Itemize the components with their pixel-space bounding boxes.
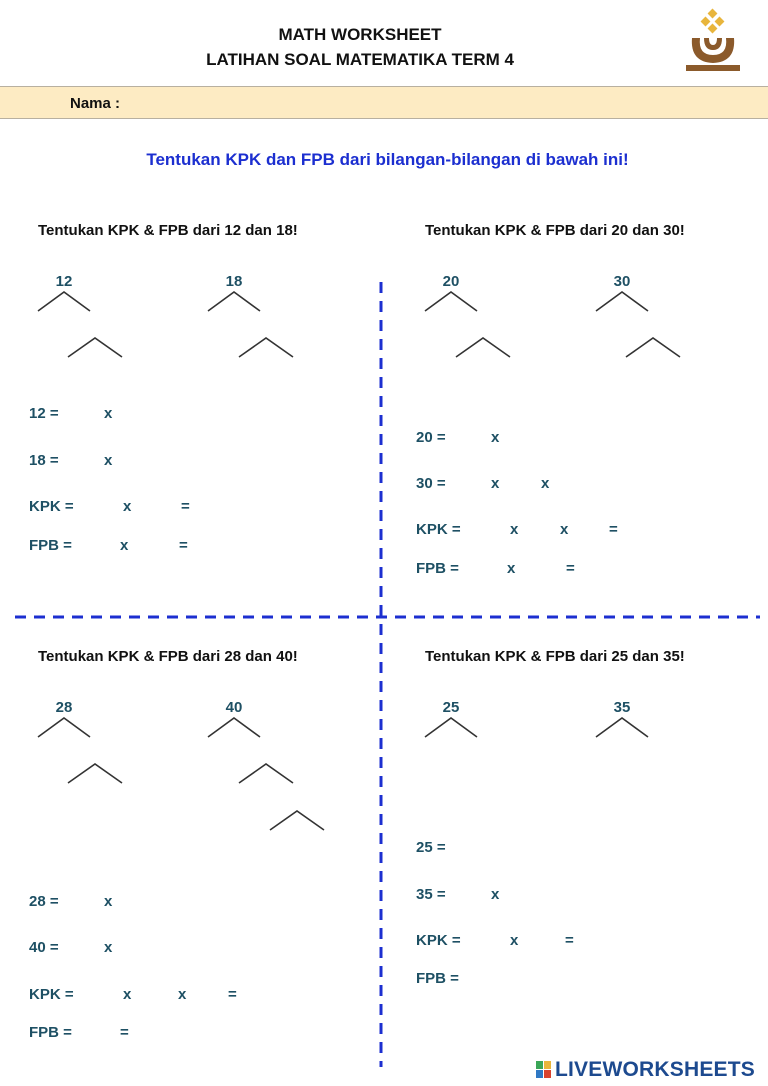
line-label: 40 = bbox=[29, 939, 59, 956]
question-title: Tentukan KPK & FPB dari 20 dan 30! bbox=[425, 222, 685, 239]
line-label: 35 = bbox=[416, 886, 446, 903]
tree-branch-icon bbox=[424, 289, 486, 313]
horizontal-divider bbox=[15, 614, 760, 620]
operator: = bbox=[228, 986, 237, 1003]
line-label: 18 = bbox=[29, 452, 59, 469]
line-label: 28 = bbox=[29, 893, 59, 910]
line-label: 25 = bbox=[416, 839, 446, 856]
operator: = bbox=[120, 1024, 129, 1041]
factor-tree bbox=[37, 273, 99, 321]
tree-root-number: 40 bbox=[225, 699, 243, 716]
tree-branch-icon bbox=[424, 715, 486, 739]
question-title: Tentukan KPK & FPB dari 12 dan 18! bbox=[38, 222, 298, 239]
name-label: Nama : bbox=[70, 95, 121, 112]
name-bar bbox=[0, 86, 768, 119]
fpb-label: FPB = bbox=[29, 537, 72, 554]
worksheet-title: MATH WORKSHEET bbox=[278, 25, 442, 44]
line-label: 20 = bbox=[416, 429, 446, 446]
factor-tree bbox=[595, 699, 657, 747]
tree-root-number: 20 bbox=[442, 273, 460, 290]
operator: x bbox=[104, 939, 113, 956]
line-label: 30 = bbox=[416, 475, 446, 492]
tree-root-number: 18 bbox=[225, 273, 243, 290]
tree-branch-icon bbox=[238, 761, 296, 785]
tree-branch-icon bbox=[595, 289, 657, 313]
fpb-label: FPB = bbox=[416, 970, 459, 987]
operator: = bbox=[609, 521, 618, 538]
tree-root-number: 28 bbox=[55, 699, 73, 716]
tree-branch-icon bbox=[595, 715, 657, 739]
tree-branch-icon bbox=[207, 715, 269, 739]
tree-branch-icon bbox=[37, 289, 99, 313]
operator: = bbox=[181, 498, 190, 515]
tree-branch-icon bbox=[269, 808, 327, 832]
factor-tree bbox=[595, 273, 657, 321]
liveworksheets-brand: LIVEWORKSHEETS bbox=[555, 1058, 755, 1081]
vertical-divider bbox=[378, 282, 384, 1067]
factor-tree bbox=[424, 273, 486, 321]
tree-branch-icon bbox=[37, 715, 99, 739]
operator: x bbox=[491, 475, 500, 492]
tree-branch-icon bbox=[625, 335, 683, 359]
tree-branch-icon bbox=[207, 289, 269, 313]
liveworksheets-logo-icon bbox=[536, 1061, 552, 1079]
factor-tree bbox=[37, 699, 99, 747]
operator: x bbox=[123, 986, 132, 1003]
operator: x bbox=[507, 560, 516, 577]
tree-branch-icon bbox=[67, 335, 125, 359]
operator: x bbox=[104, 452, 113, 469]
operator: x bbox=[560, 521, 569, 538]
tree-root-number: 30 bbox=[613, 273, 631, 290]
operator: x bbox=[104, 893, 113, 910]
factor-tree bbox=[207, 273, 269, 321]
factor-line bbox=[29, 405, 59, 422]
school-logo-icon bbox=[682, 8, 744, 74]
operator: x bbox=[491, 886, 500, 903]
tree-root-number: 25 bbox=[442, 699, 460, 716]
factor-tree bbox=[424, 699, 486, 747]
operator: x bbox=[541, 475, 550, 492]
operator: = bbox=[565, 932, 574, 949]
tree-branch-icon bbox=[455, 335, 513, 359]
tree-root-number: 35 bbox=[613, 699, 631, 716]
question-title: Tentukan KPK & FPB dari 28 dan 40! bbox=[38, 648, 298, 665]
kpk-label: KPK = bbox=[29, 498, 74, 515]
fpb-label: FPB = bbox=[416, 560, 459, 577]
operator: x bbox=[104, 405, 113, 422]
operator: = bbox=[566, 560, 575, 577]
tree-branch-icon bbox=[67, 761, 125, 785]
question-title: Tentukan KPK & FPB dari 25 dan 35! bbox=[425, 648, 685, 665]
kpk-label: KPK = bbox=[416, 521, 461, 538]
operator: x bbox=[510, 932, 519, 949]
tree-root-number: 12 bbox=[55, 273, 73, 290]
kpk-label: KPK = bbox=[29, 986, 74, 1003]
worksheet-subtitle: LATIHAN SOAL MATEMATIKA TERM 4 bbox=[206, 50, 514, 69]
operator: x bbox=[178, 986, 187, 1003]
operator: = bbox=[179, 537, 188, 554]
operator: x bbox=[120, 537, 129, 554]
operator: x bbox=[491, 429, 500, 446]
tree-branch-icon bbox=[238, 335, 296, 359]
fpb-label: FPB = bbox=[29, 1024, 72, 1041]
instruction-text: Tentukan KPK dan FPB dari bilangan-bilangan di bawah ini! bbox=[146, 150, 629, 169]
kpk-label: KPK = bbox=[416, 932, 461, 949]
factor-tree bbox=[207, 699, 269, 747]
operator: x bbox=[510, 521, 519, 538]
operator: x bbox=[123, 498, 132, 515]
line-label: 12 = bbox=[29, 405, 59, 422]
